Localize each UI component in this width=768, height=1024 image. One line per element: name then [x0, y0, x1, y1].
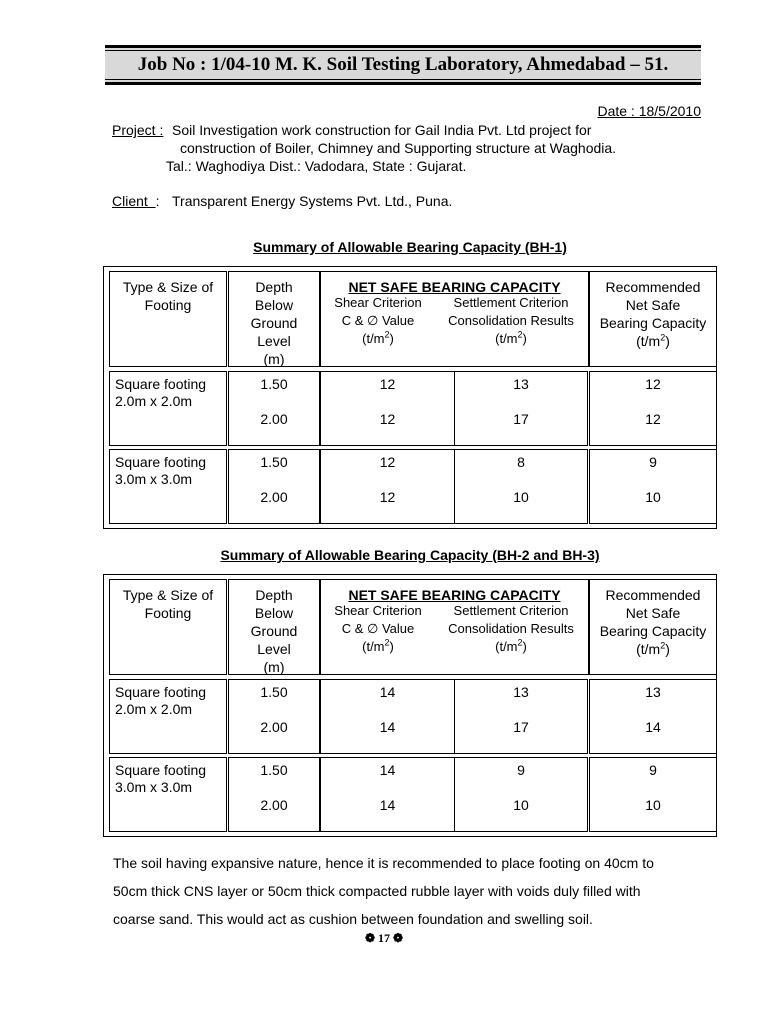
shear-cell: [320, 679, 455, 754]
settlement-value-2: 10: [513, 797, 529, 813]
settlement-unit-text: (t/m: [495, 639, 518, 654]
shear-header-line-2: C & ∅ Value: [341, 621, 415, 636]
settlement-header-unit: [433, 330, 589, 348]
settlement-value-1: 13: [513, 684, 529, 700]
shear-value-1: 12: [379, 376, 396, 392]
shear-value-2: 12: [379, 489, 396, 505]
shear-value-1: 14: [379, 684, 396, 700]
header-title: Job No : 1/04-10 M. K. Soil Testing Laboratory, Ahmedabad – 51.: [137, 54, 669, 75]
shear-unit-text: (t/m: [362, 331, 385, 346]
type-header-line-1: Type & Size of: [122, 587, 214, 603]
recommended-header-unit-close: ): [665, 641, 670, 657]
shear-criterion-header: [323, 602, 433, 656]
shear-criterion-header: [323, 294, 433, 348]
settlement-header-line-1: Settlement Criterion: [453, 603, 569, 618]
shear-value-1: 12: [379, 454, 396, 470]
recommended-cell: [589, 449, 717, 524]
settlement-value-1: 13: [513, 376, 529, 392]
footing-line-1: Square footing: [115, 454, 207, 470]
type-header-line-2: Footing: [144, 605, 192, 621]
depth-header-line-2: Below: [254, 297, 294, 313]
depth-value-1: 1.50: [260, 762, 288, 778]
type-header-line-1: Type & Size of: [122, 279, 214, 295]
header-cell-recommended: [589, 579, 717, 675]
project-line-2: construction of Boiler, Chimney and Supporting structure at Waghodia.: [180, 140, 617, 156]
settlement-criterion-header: [433, 602, 589, 656]
recommended-value-2: 10: [645, 489, 661, 505]
recommended-cell: [589, 371, 717, 446]
shear-value-1: 14: [379, 762, 396, 778]
shear-unit-close: ): [389, 639, 394, 654]
settlement-header-unit: [433, 638, 589, 656]
recommended-value-1: 12: [645, 376, 661, 392]
type-header-line-2: Footing: [144, 297, 192, 313]
settlement-unit-text: (t/m: [495, 331, 518, 346]
client-value: Transparent Energy Systems Pvt. Ltd., Puna.: [172, 193, 453, 209]
settlement-unit-close: ): [522, 331, 527, 346]
header-rule-bottom: [105, 79, 701, 80]
depth-header-line-5: (m): [263, 351, 285, 367]
settlement-cell: [454, 371, 588, 446]
settlement-header-line-2: Consolidation Results: [448, 313, 574, 328]
footing-line-2: 2.0m x 2.0m: [115, 393, 193, 409]
header-cell-type: [109, 579, 227, 675]
settlement-cell: [454, 679, 588, 754]
project-label: Project :: [112, 122, 164, 138]
footing-cell: [109, 679, 227, 754]
settlement-header-line-2: Consolidation Results: [448, 621, 574, 636]
depth-cell: [228, 757, 320, 832]
footing-line-1: Square footing: [115, 376, 207, 392]
project-line-3: Tal.: Waghodiya Dist.: Vadodara, State : Gujarat.: [166, 158, 467, 174]
recommended-header-unit: [590, 640, 716, 658]
table-2-caption: Summary of Allowable Bearing Capacity (BH-2 and BH-3): [220, 547, 600, 563]
footing-line-2: 2.0m x 2.0m: [115, 701, 193, 717]
settlement-cell: [454, 449, 588, 524]
shear-value-2: 14: [379, 719, 396, 735]
shear-cell: [320, 757, 455, 832]
recommended-value-2: 12: [645, 411, 661, 427]
depth-header-line-1: Depth: [255, 279, 293, 295]
recommended-header-line-1: Recommended: [605, 587, 701, 603]
settlement-value-2: 10: [513, 489, 529, 505]
client-label: [112, 192, 159, 210]
header-cell-recommended: [589, 271, 717, 367]
paragraph-line-3: coarse sand. This would act as cushion between foundation and swelling soil.: [113, 911, 593, 927]
settlement-value-1: 9: [517, 762, 525, 778]
footing-cell: [109, 371, 227, 446]
depth-value-2: 2.00: [260, 797, 288, 813]
recommended-header-line-3: Bearing Capacity: [599, 623, 707, 639]
table-1-caption: Summary of Allowable Bearing Capacity (BH-1): [253, 239, 567, 255]
recommended-header-line-3: Bearing Capacity: [599, 315, 707, 331]
page-header: [105, 45, 701, 85]
settlement-value-1: 8: [517, 454, 525, 470]
recommended-header-unit-sup: 2: [660, 332, 666, 343]
depth-value-2: 2.00: [260, 489, 288, 505]
report-date: Date : 18/5/2010: [597, 103, 701, 119]
recommended-value-1: 13: [645, 684, 661, 700]
shear-unit-sup: 2: [384, 329, 390, 340]
header-cell-net-safe: [320, 271, 589, 367]
net-safe-title: NET SAFE BEARING CAPACITY: [348, 587, 561, 603]
recommended-header-line-2: Net Safe: [625, 297, 681, 313]
depth-header-line-5: (m): [263, 659, 285, 675]
recommended-header-unit: [590, 332, 716, 350]
settlement-cell: [454, 757, 588, 832]
recommended-cell: [589, 757, 717, 832]
shear-header-line-1: Shear Criterion: [334, 295, 422, 310]
settlement-criterion-header: [433, 294, 589, 348]
depth-header-line-3: Ground: [250, 623, 298, 639]
recommendation-paragraph: [113, 849, 713, 933]
shear-header-unit: [323, 638, 433, 656]
shear-unit-close: ): [389, 331, 394, 346]
header-rule-top: [105, 50, 701, 51]
depth-value-2: 2.00: [260, 411, 288, 427]
footing-line-1: Square footing: [115, 762, 207, 778]
page-number: ❁ 17 ❁: [364, 931, 404, 945]
project-line-1: Soil Investigation work construction for Gail India Pvt. Ltd project for: [172, 122, 592, 138]
header-cell-type: [109, 271, 227, 367]
recommended-cell: [589, 679, 717, 754]
paragraph-line-2: 50cm thick CNS layer or 50cm thick compacted rubble layer with voids duly filled with: [113, 883, 641, 899]
shear-value-2: 14: [379, 797, 396, 813]
depth-cell: [228, 449, 320, 524]
header-cell-depth: [228, 271, 320, 367]
header-cell-net-safe: [320, 579, 589, 675]
footing-line-2: 3.0m x 3.0m: [115, 779, 193, 795]
settlement-unit-sup: 2: [517, 329, 523, 340]
shear-unit-sup: 2: [384, 637, 390, 648]
depth-value-2: 2.00: [260, 719, 288, 735]
depth-value-1: 1.50: [260, 454, 288, 470]
depth-header-line-4: Level: [257, 641, 291, 657]
settlement-value-2: 17: [513, 411, 529, 427]
recommended-header-unit-text: (t/m: [636, 333, 661, 349]
depth-header-line-4: Level: [257, 333, 291, 349]
shear-header-line-1: Shear Criterion: [334, 603, 422, 618]
footing-cell: [109, 449, 227, 524]
shear-header-line-2: C & ∅ Value: [341, 313, 415, 328]
settlement-value-2: 17: [513, 719, 529, 735]
recommended-header-line-2: Net Safe: [625, 605, 681, 621]
recommended-value-1: 9: [649, 762, 657, 778]
recommended-value-2: 14: [645, 719, 661, 735]
depth-value-1: 1.50: [260, 376, 288, 392]
depth-header-line-1: Depth: [255, 587, 293, 603]
footing-cell: [109, 757, 227, 832]
shear-value-2: 12: [379, 411, 396, 427]
depth-cell: [228, 371, 320, 446]
recommended-header-unit-close: ): [665, 333, 670, 349]
header-cell-depth: [228, 579, 320, 675]
depth-header-line-3: Ground: [250, 315, 298, 331]
recommended-header-unit-sup: 2: [660, 640, 666, 651]
footing-line-2: 3.0m x 3.0m: [115, 471, 193, 487]
recommended-header-line-1: Recommended: [605, 279, 701, 295]
depth-value-1: 1.50: [260, 684, 288, 700]
recommended-header-unit-text: (t/m: [636, 641, 661, 657]
net-safe-title: NET SAFE BEARING CAPACITY: [348, 279, 561, 295]
depth-cell: [228, 679, 320, 754]
client-label-sep: :: [155, 193, 160, 209]
footing-line-1: Square footing: [115, 684, 207, 700]
settlement-unit-sup: 2: [517, 637, 523, 648]
client-label-text: Client: [112, 193, 156, 209]
bearing-table-bh1: [103, 266, 717, 529]
paragraph-line-1: The soil having expansive nature, hence it is recommended to place footing on 40cm to: [113, 855, 654, 871]
shear-cell: [320, 371, 455, 446]
depth-header-line-2: Below: [254, 605, 294, 621]
shear-cell: [320, 449, 455, 524]
shear-unit-text: (t/m: [362, 639, 385, 654]
recommended-value-2: 10: [645, 797, 661, 813]
bearing-table-bh2-bh3: [103, 574, 717, 837]
settlement-header-line-1: Settlement Criterion: [453, 295, 569, 310]
shear-header-unit: [323, 330, 433, 348]
settlement-unit-close: ): [522, 639, 527, 654]
recommended-value-1: 9: [649, 454, 657, 470]
